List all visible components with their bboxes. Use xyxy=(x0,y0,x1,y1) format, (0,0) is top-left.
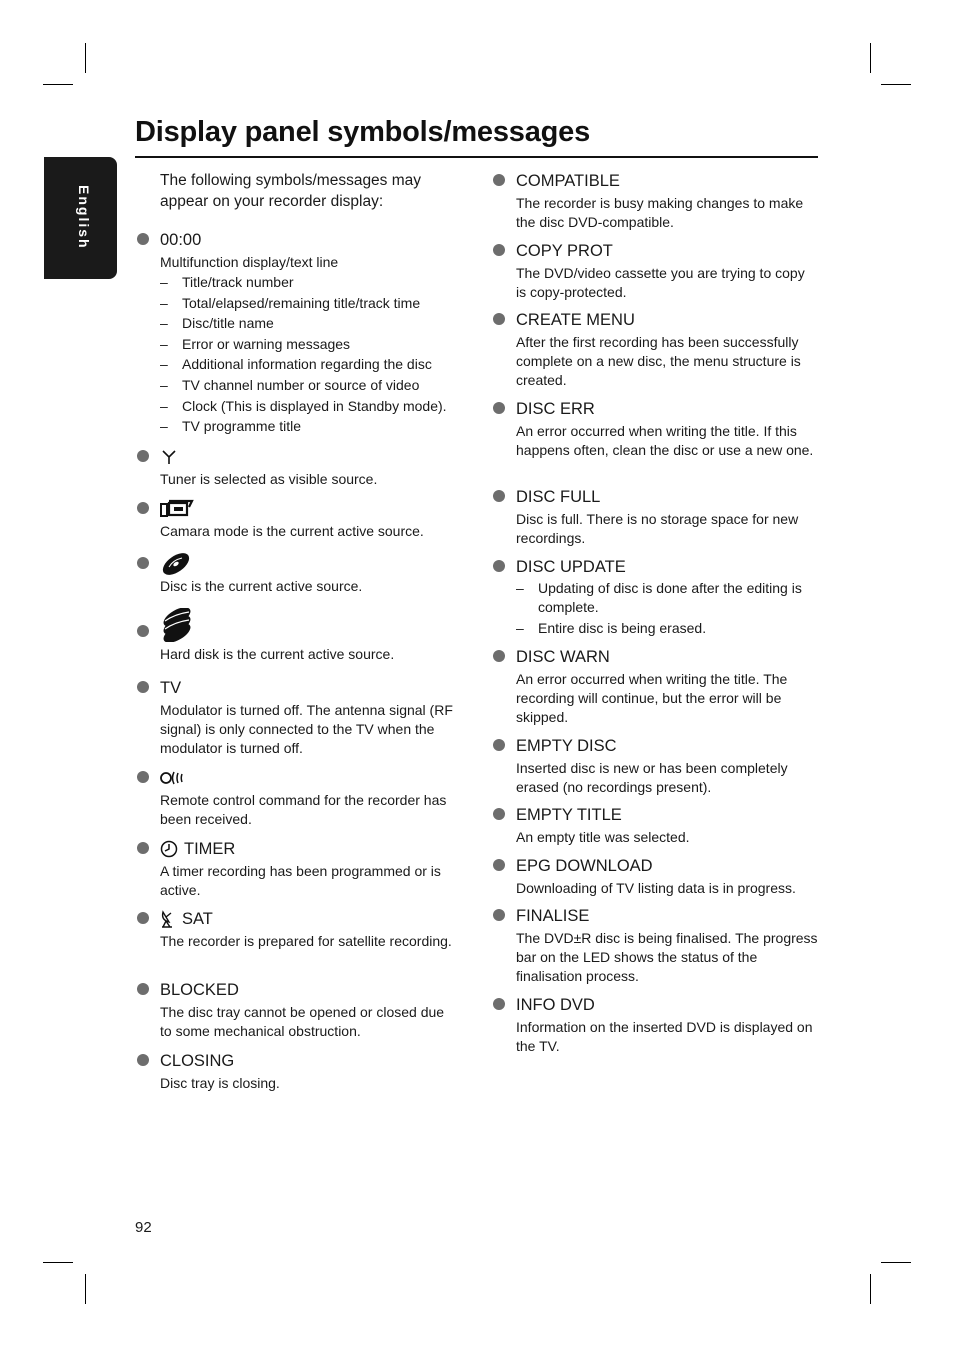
bullet-icon xyxy=(137,450,149,462)
bullet-icon xyxy=(137,502,149,514)
camera-icon xyxy=(160,499,194,519)
list-item: – Error or warning messages xyxy=(137,334,459,355)
bullet-icon xyxy=(493,909,505,921)
bullet-icon xyxy=(137,912,149,924)
entry-label: EMPTY DISC xyxy=(516,736,617,755)
entry-label: COPY PROT xyxy=(516,241,613,260)
page-number: 92 xyxy=(135,1219,152,1236)
entry-desc: An empty title was selected. xyxy=(516,829,690,845)
entry-label: EMPTY TITLE xyxy=(516,805,622,824)
entry-desc: A timer recording has been programmed or is active. xyxy=(160,863,441,898)
entry-desc: Downloading of TV listing data is in progress. xyxy=(516,880,796,896)
entry-camera xyxy=(137,498,459,541)
intro-text: The following symbols/messages may appear on your recorder display: xyxy=(160,172,422,210)
entry-label: CLOSING xyxy=(160,1051,235,1070)
entry-desc: The recorder is prepared for satellite recording. xyxy=(160,933,452,949)
entry-desc: Remote control command for the recorder has been received. xyxy=(160,792,447,827)
bullet-icon xyxy=(137,1054,149,1066)
crop-mark xyxy=(881,84,911,85)
entry-desc: Hard disk is the current active source. xyxy=(160,646,395,662)
crop-mark xyxy=(870,43,871,73)
entry-empty-title xyxy=(493,804,818,847)
list-item: – Total/elapsed/remaining title/track time xyxy=(137,293,459,314)
bullet-icon xyxy=(493,808,505,820)
bullet-icon xyxy=(493,560,505,572)
entry-desc: Camara mode is the current active source. xyxy=(160,523,424,539)
entry-compatible xyxy=(493,170,818,232)
entry-label: DISC WARN xyxy=(516,647,610,666)
entry-multifunction xyxy=(137,229,459,437)
bullet-icon xyxy=(137,842,149,854)
entry-label: 00:00 xyxy=(160,230,202,249)
hard-disk-icon xyxy=(160,608,194,642)
entry-empty-disc xyxy=(493,735,818,797)
entry-desc: An error occurred when writing the title. If this happens often, clean the disc or use a new one. xyxy=(516,423,814,458)
bullet-icon xyxy=(137,625,149,637)
entry-label: DISC UPDATE xyxy=(516,557,626,576)
clock-icon xyxy=(160,840,178,858)
entry-create-menu xyxy=(493,309,818,390)
bullet-icon xyxy=(137,681,149,693)
entry-harddisk xyxy=(137,621,459,664)
entry-label: DISC ERR xyxy=(516,399,595,418)
entry-desc: Inserted disc is new or has been completely erased (no recordings present). xyxy=(516,760,788,795)
list-item: – Disc/title name xyxy=(137,313,459,334)
bullet-icon xyxy=(137,233,149,245)
entry-desc: The disc tray cannot be opened or closed due to some mechanical obstruction. xyxy=(160,1004,445,1039)
bullet-icon xyxy=(493,244,505,256)
list-item: – TV programme title xyxy=(137,416,459,437)
language-tab-label: English xyxy=(76,185,92,250)
entry-desc: Information on the inserted DVD is displayed on the TV. xyxy=(516,1019,813,1054)
entry-desc: Disc is the current active source. xyxy=(160,578,363,594)
entry-desc: The DVD±R disc is being finalised. The progress bar on the LED shows the status of the finalisation process. xyxy=(516,930,818,984)
language-tab xyxy=(44,157,117,279)
list-item: – TV channel number or source of video xyxy=(137,375,459,396)
crop-mark xyxy=(85,1274,86,1304)
entry-desc: The DVD/video cassette you are trying to copy is copy-protected. xyxy=(516,265,805,300)
entry-label: COMPATIBLE xyxy=(516,171,620,190)
crop-mark xyxy=(43,1262,73,1263)
list-item: – Additional information regarding the disc xyxy=(137,354,459,375)
page-title: Display panel symbols/messages xyxy=(135,116,590,148)
entry-label: TV xyxy=(160,678,182,697)
entry-closing xyxy=(137,1050,459,1093)
entry-label: DISC FULL xyxy=(516,487,601,506)
list-item: – Clock (This is displayed in Standby mode). xyxy=(137,396,459,417)
bullet-icon xyxy=(493,739,505,751)
bullet-icon xyxy=(137,983,149,995)
entry-disc xyxy=(137,553,459,596)
crop-mark xyxy=(881,1262,911,1263)
entry-label: FINALISE xyxy=(516,906,590,925)
entry-sat xyxy=(137,908,459,951)
entry-blocked xyxy=(137,979,459,1041)
title-divider xyxy=(135,156,818,158)
bullet-icon xyxy=(493,402,505,414)
entry-desc: An error occurred when writing the title. The recording will continue, but the error will be skipped. xyxy=(516,671,788,725)
entry-label: EPG DOWNLOAD xyxy=(516,856,653,875)
bullet-icon xyxy=(493,490,505,502)
entry-desc: After the first recording has been successfully complete on a new disc, the menu structure is created. xyxy=(516,334,801,388)
list-item: – Title/track number xyxy=(137,272,459,293)
bullet-icon xyxy=(137,557,149,569)
entry-disc-warn xyxy=(493,646,818,727)
entry-desc: Multifunction display/text line xyxy=(160,254,339,270)
entry-desc: Disc is full. There is no storage space for new recordings. xyxy=(516,511,799,546)
entry-desc: Disc tray is closing. xyxy=(160,1075,280,1091)
bullet-icon xyxy=(493,650,505,662)
bullet-icon xyxy=(137,771,149,783)
entry-timer xyxy=(137,838,459,900)
disc-icon xyxy=(160,552,192,576)
list-item: – Entire disc is being erased. xyxy=(493,619,818,638)
entry-info-dvd xyxy=(493,994,818,1056)
entry-label: INFO DVD xyxy=(516,995,595,1014)
antenna-icon xyxy=(160,448,178,466)
entry-finalise xyxy=(493,905,818,986)
entry-desc: Tuner is selected as visible source. xyxy=(160,471,378,487)
entry-label: SAT xyxy=(182,909,213,928)
entry-disc-err xyxy=(493,398,818,460)
crop-mark xyxy=(43,84,73,85)
entry-label: CREATE MENU xyxy=(516,310,635,329)
entry-label: TIMER xyxy=(184,839,236,858)
crop-mark xyxy=(85,43,86,73)
bullet-icon xyxy=(493,313,505,325)
list-item: – Updating of disc is done after the editing is complete. xyxy=(493,579,818,617)
entry-copy-prot xyxy=(493,240,818,302)
satellite-dish-icon xyxy=(160,910,176,928)
entry-desc: The recorder is busy making changes to make the disc DVD-compatible. xyxy=(516,195,804,230)
entry-disc-full xyxy=(493,486,818,548)
bullet-icon xyxy=(493,859,505,871)
remote-signal-icon xyxy=(160,770,186,786)
entry-tv xyxy=(137,677,459,758)
entry-disc-update xyxy=(493,556,818,638)
entry-label: BLOCKED xyxy=(160,980,239,999)
entry-remote xyxy=(137,767,459,829)
bullet-icon xyxy=(493,998,505,1010)
entry-tuner xyxy=(137,446,459,489)
entry-desc: Modulator is turned off. The antenna signal (RF signal) is only connected to the TV when the modulator is turned off. xyxy=(160,702,453,756)
bullet-icon xyxy=(493,174,505,186)
entry-epg-download xyxy=(493,855,818,898)
crop-mark xyxy=(870,1274,871,1304)
